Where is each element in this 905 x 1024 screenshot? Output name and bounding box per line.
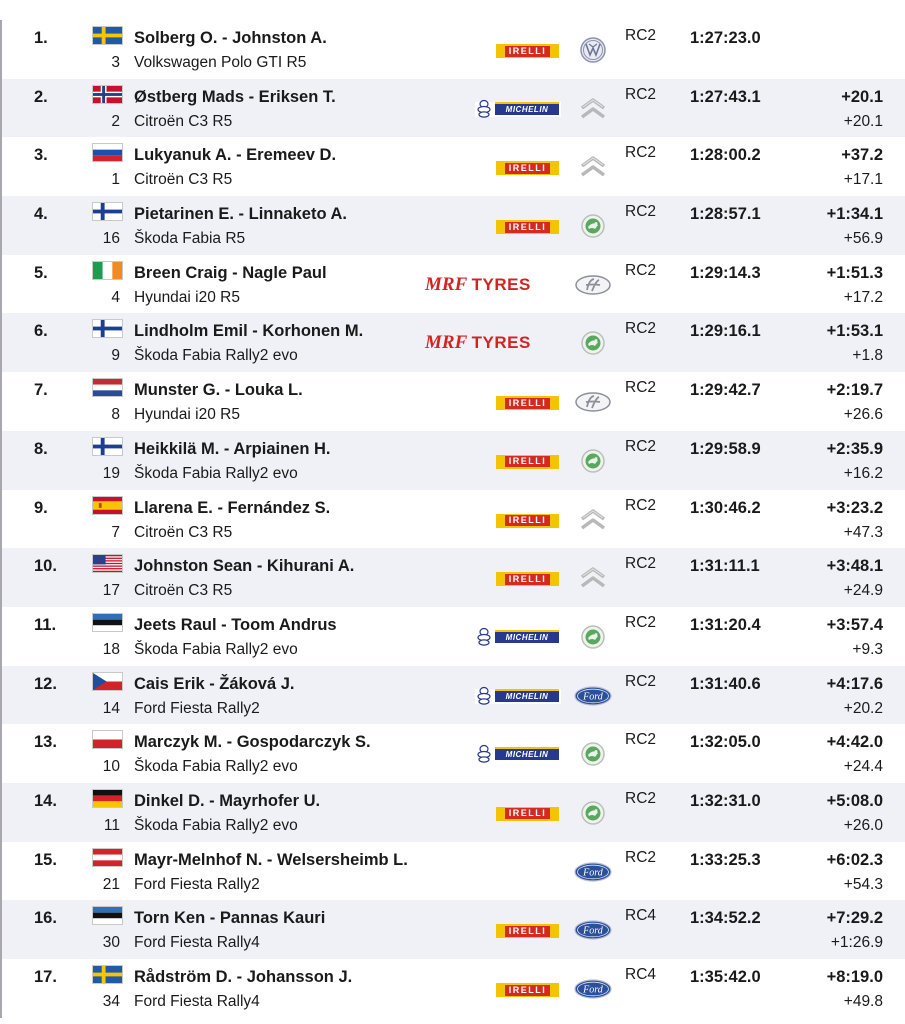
crew-name[interactable]: Breen Craig - Nagle Paul [134,263,327,282]
gap-to-previous: +24.9 [843,582,883,600]
gap-to-previous: +17.1 [843,171,883,189]
flag-ee-icon [92,906,123,925]
position: 2. [34,87,48,106]
total-time: 1:34:52.2 [690,909,761,928]
position: 5. [34,263,48,282]
class-label: RC4 [625,966,657,983]
result-row [0,255,905,314]
result-row [0,20,905,79]
gap-to-previous: +24.4 [843,758,883,776]
citroen-logo-icon [574,562,612,594]
gap-to-previous: +17.2 [843,288,883,306]
car-model: Škoda Fabia Rally2 evo [134,464,298,482]
ford-logo-icon [574,856,612,888]
skoda-logo-icon [574,327,612,359]
total-time: 1:31:11.1 [690,557,760,576]
svg-text:Ford: Ford [583,984,603,996]
crew-name[interactable]: Heikkilä M. - Arpiainen H. [134,439,331,458]
position: 6. [34,322,48,341]
gap-to-previous: +1:26.9 [830,934,883,952]
total-time: 1:32:05.0 [690,733,761,752]
flag-no-icon [92,85,123,104]
mrf-tyres-logo-icon: MRF TYRES [425,273,531,295]
position: 16. [34,909,57,928]
car-number: 8 [111,406,120,424]
car-number: 19 [102,464,120,482]
pirelli-logo-icon: IRELLI [496,983,559,997]
pirelli-logo-icon: IRELLI [496,220,559,234]
car-number: 7 [111,523,120,541]
crew-name[interactable]: Jeets Raul - Toom Andrus [134,615,337,634]
pirelli-logo-icon: IRELLI [496,455,559,469]
crew-name[interactable]: Marczyk M. - Gospodarczyk S. [134,733,371,752]
car-model: Volkswagen Polo GTI R5 [134,54,307,71]
ford-logo-icon [574,973,612,1005]
gap-to-leader: +2:35.9 [826,439,883,458]
flag-us-icon [92,554,123,573]
total-time: 1:28:57.1 [690,205,761,224]
gap-to-leader: +6:02.3 [826,850,883,869]
class-label: RC2 [625,731,657,749]
svg-text:Ford: Ford [583,691,603,703]
car-number: 11 [103,816,120,834]
gap-to-leader: +5:08.0 [826,791,883,810]
gap-to-leader: +4:17.6 [826,674,883,693]
results-table [0,20,905,1018]
michelin-logo-icon: MICHELIN [475,102,561,117]
total-time: 1:29:58.9 [690,439,761,458]
result-row [0,959,905,1018]
position: 4. [34,205,48,224]
pirelli-logo-icon: IRELLI [496,924,559,938]
class-label: RC2 [625,203,657,221]
crew-name[interactable]: Cais Erik - Žáková J. [134,674,295,693]
position: 1. [34,29,48,47]
result-row [0,900,905,959]
position: 13. [34,733,57,752]
flag-ie-icon [92,261,123,280]
total-time: 1:28:00.2 [690,146,761,165]
class-label: RC2 [625,27,657,44]
result-row [0,783,905,842]
flag-se-icon [92,26,123,45]
gap-to-leader: +3:57.4 [826,615,883,634]
flag-pl-icon [92,730,123,749]
total-time: 1:30:46.2 [690,498,761,517]
crew-name[interactable]: Lindholm Emil - Korhonen M. [134,322,364,341]
result-row [0,607,905,666]
position: 12. [34,674,57,693]
car-number: 10 [102,758,120,776]
crew-name[interactable]: Solberg O. - Johnston A. [134,29,327,47]
gap-to-previous: +20.1 [843,112,883,130]
position: 11. [34,615,57,634]
svg-text:Ford: Ford [583,925,603,937]
position: 10. [34,557,57,576]
gap-to-leader: +1:53.1 [826,322,883,341]
car-number: 34 [102,993,120,1010]
position: 8. [34,439,48,458]
ford-logo-icon [574,914,612,946]
gap-to-leader: +8:19.0 [826,968,883,986]
car-number: 18 [102,640,120,658]
crew-name[interactable]: Llarena E. - Fernández S. [134,498,331,517]
flag-fi-icon [92,202,123,221]
gap-to-leader: +4:42.0 [826,733,883,752]
result-row [0,490,905,549]
michelin-logo-icon: MICHELIN [475,689,561,704]
skoda-logo-icon [574,797,612,829]
gap-to-previous: +54.3 [843,875,883,893]
class-label: RC2 [625,85,657,103]
flag-es-icon [92,496,123,515]
svg-text:Ford: Ford [583,867,603,879]
skoda-logo-icon [574,445,612,477]
class-label: RC2 [625,261,657,279]
pirelli-logo-icon: IRELLI [496,396,559,410]
car-number: 21 [102,875,120,893]
class-label: RC2 [625,848,657,866]
class-label: RC2 [625,613,657,631]
flag-cz-icon [92,672,123,691]
flag-ru-icon [92,143,123,162]
crew-name[interactable]: Østberg Mads - Eriksen T. [134,87,336,106]
car-model: Škoda Fabia Rally2 evo [134,640,298,658]
class-label: RC2 [625,496,657,514]
result-row [0,548,905,607]
class-label: RC4 [625,907,657,925]
flag-de-icon [92,789,123,808]
position: 9. [34,498,48,517]
total-time: 1:29:16.1 [690,322,761,341]
car-model: Škoda Fabia Rally2 evo [134,347,298,365]
car-model: Citroën C3 R5 [134,523,233,541]
pirelli-logo-icon: IRELLI [496,807,559,821]
position: 14. [34,791,57,810]
crew-name[interactable]: Munster G. - Louka L. [134,381,303,400]
car-model: Ford Fiesta Rally4 [134,934,260,952]
gap-to-leader: +20.1 [841,87,883,106]
total-time: 1:27:43.1 [690,87,761,106]
result-row [0,137,905,196]
result-row [0,79,905,138]
car-model: Škoda Fabia R5 [134,230,246,248]
result-row [0,666,905,725]
gap-to-leader: +7:29.2 [826,909,883,928]
citroen-logo-icon [574,93,612,125]
car-number: 16 [102,230,120,248]
gap-to-previous: +9.3 [852,640,883,658]
car-model: Citroën C3 R5 [134,171,233,189]
total-time: 1:27:23.0 [690,29,761,47]
total-time: 1:31:40.6 [690,674,761,693]
class-label: RC2 [625,379,657,397]
flag-fi-icon [92,319,123,338]
citroen-logo-icon [574,151,612,183]
gap-to-leader: +37.2 [841,146,883,165]
car-number: 4 [111,288,120,306]
position: 17. [34,968,57,986]
total-time: 1:33:25.3 [690,850,761,869]
car-number: 14 [102,699,120,717]
gap-to-previous: +20.2 [843,699,883,717]
gap-to-previous: +1.8 [852,347,883,365]
position: 15. [34,850,57,869]
total-time: 1:29:42.7 [690,381,761,400]
car-model: Ford Fiesta Rally2 [134,875,260,893]
michelin-logo-icon: MICHELIN [475,630,561,645]
crew-name[interactable]: Torn Ken - Pannas Kauri [134,909,326,928]
skoda-logo-icon [574,621,612,653]
total-time: 1:31:20.4 [690,615,761,634]
gap-to-previous: +56.9 [843,230,883,248]
result-row [0,196,905,255]
gap-to-previous: +26.0 [843,816,883,834]
crew-name[interactable]: Rådström D. - Johansson J. [134,968,353,986]
pirelli-logo-icon: IRELLI [496,44,559,58]
car-number: 1 [111,171,120,189]
citroen-logo-icon [574,504,612,536]
result-row [0,724,905,783]
car-model: Škoda Fabia Rally2 evo [134,816,298,834]
car-number: 3 [111,54,120,71]
mrf-tyres-logo-icon: MRF TYRES [425,332,531,354]
gap-to-previous: +49.8 [843,993,883,1010]
hyundai-logo-icon [574,386,612,418]
class-label: RC2 [625,789,657,807]
car-number: 30 [102,934,120,952]
car-number: 17 [102,582,120,600]
ford-logo-icon [574,680,612,712]
total-time: 1:29:14.3 [690,263,761,282]
car-number: 9 [111,347,120,365]
hyundai-logo-icon [574,269,612,301]
crew-name[interactable]: Mayr-Melnhof N. - Welsersheimb L. [134,850,408,869]
result-row [0,313,905,372]
result-row [0,842,905,901]
car-model: Ford Fiesta Rally2 [134,699,260,717]
gap-to-leader: +2:19.7 [826,381,883,400]
gap-to-leader: +3:23.2 [826,498,883,517]
crew-name[interactable]: Lukyanuk A. - Eremeev D. [134,146,337,165]
gap-to-leader: +1:51.3 [826,263,883,282]
flag-se-icon [92,965,123,984]
class-label: RC2 [625,144,657,162]
crew-name[interactable]: Pietarinen E. - Linnaketo A. [134,205,348,224]
crew-name[interactable]: Dinkel D. - Mayrhofer U. [134,791,321,810]
flag-nl-icon [92,378,123,397]
class-label: RC2 [625,672,657,690]
gap-to-previous: +26.6 [843,406,883,424]
position: 7. [34,381,48,400]
skoda-logo-icon [574,738,612,770]
car-model: Škoda Fabia Rally2 evo [134,758,298,776]
car-model: Ford Fiesta Rally4 [134,993,260,1010]
gap-to-previous: +47.3 [843,523,883,541]
pirelli-logo-icon: IRELLI [496,514,559,528]
crew-name[interactable]: Johnston Sean - Kihurani A. [134,557,355,576]
result-row [0,431,905,490]
flag-ee-icon [92,613,123,632]
car-model: Citroën C3 R5 [134,582,233,600]
total-time: 1:35:42.0 [690,968,761,986]
car-number: 2 [111,112,120,130]
car-model: Hyundai i20 R5 [134,406,240,424]
pirelli-logo-icon: IRELLI [496,572,559,586]
position: 3. [34,146,48,165]
flag-at-icon [92,848,123,867]
michelin-logo-icon: MICHELIN [475,747,561,762]
flag-fi-icon [92,437,123,456]
gap-to-previous: +16.2 [843,464,883,482]
class-label: RC2 [625,555,657,573]
class-label: RC2 [625,437,657,455]
skoda-logo-icon [574,210,612,242]
car-model: Hyundai i20 R5 [134,288,240,306]
total-time: 1:32:31.0 [690,791,761,810]
result-row [0,372,905,431]
volkswagen-logo-icon [574,34,612,66]
class-label: RC2 [625,320,657,338]
gap-to-leader: +3:48.1 [826,557,883,576]
pirelli-logo-icon: IRELLI [496,161,559,175]
gap-to-leader: +1:34.1 [826,205,883,224]
car-model: Citroën C3 R5 [134,112,233,130]
